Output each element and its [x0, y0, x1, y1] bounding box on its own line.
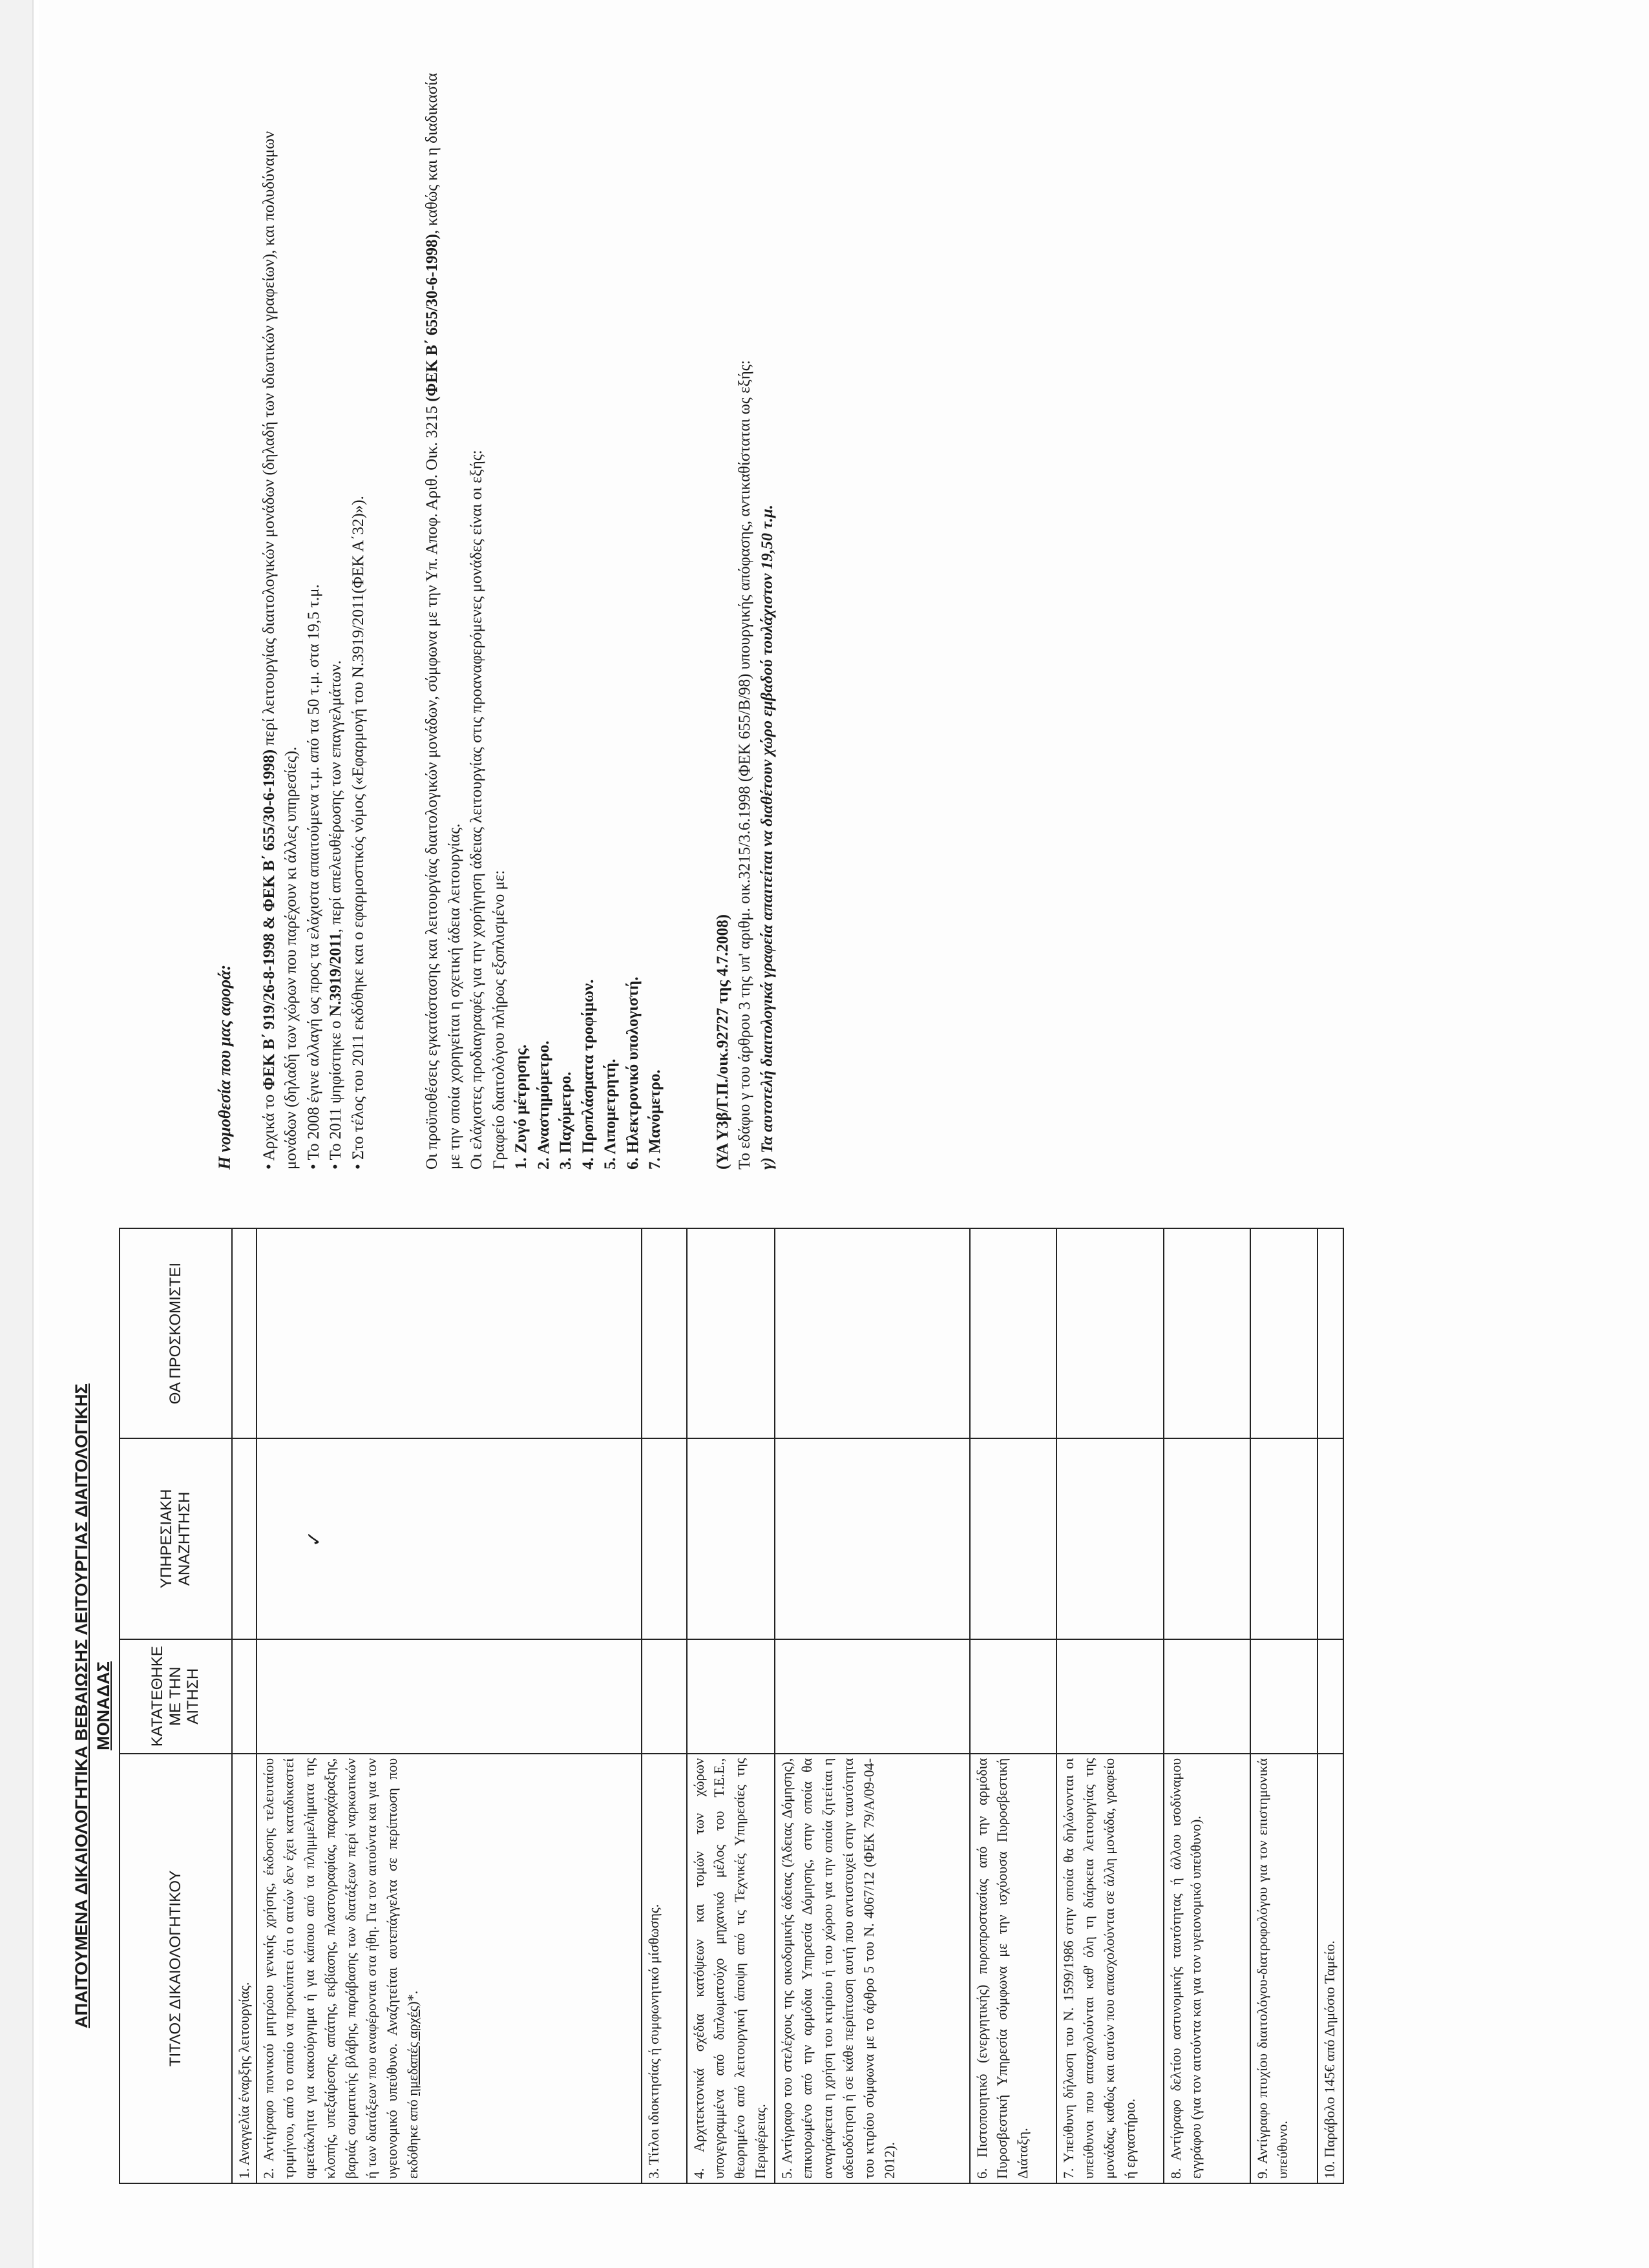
row-1-provide[interactable]: [232, 1228, 257, 1438]
row-8-provide[interactable]: [1164, 1228, 1250, 1438]
row-5-text: 5. Αντίγραφο του στελέχους της οικοδομικής άδειας (Άδειας Δόμησης), επικυρωμένο από την αρμόδια Υπηρεσία Δόμησης, στην οποία θα αναγράφεται η χρήση του κτιρίου ή του χώρου για την οποία ζητείται η αδειοδότηση ή σε κάθε περίπτωση αυτή που αντιστοιχεί στην ταυτότητα του κτιρίου σύμφωνα με το άρθρο 5 του Ν. 4067/12 (ΦΕΚ 79/Α/09-04-2012).: [775, 1754, 970, 2183]
bullet-3-post: , περί απελευθέρωσης των επαγγελμάτων.: [327, 660, 345, 933]
legislation-section: [213, 71, 779, 1170]
list-item: 2. Αναστημόμετρο.: [534, 1040, 552, 1170]
bullet-1-post: περί λειτουργίας διαιτολογικών μονάδων (δηλαδή των ιδιωτικών γραφείων), και πολυδύναμων μονάδων (δηλαδή των χώρων που παρέχουν κι άλλες υπηρεσίες).: [260, 131, 300, 1170]
row-3-provide[interactable]: [642, 1228, 687, 1438]
row-8-text: 8. Αντίγραφο δελτίου αστυνομικής ταυτότητας ή άλλου ισοδύναμου εγγράφου (για τον αιτούντα και για τον υγειονομικό υπεύθυνο).: [1164, 1754, 1250, 2183]
table-row: [232, 1228, 257, 2183]
legislation-bullet-2: • Το 2008 έγινε αλλαγή ως προς τα ελάχιστα απαιτούμενα τ.μ. από τα 50 τ.μ. στα 19,5 τ.μ.: [304, 584, 322, 1170]
header-to-be-provided: ΘΑ ΠΡΟΣΚΟΜΙΣΤΕΙ: [120, 1228, 232, 1438]
row-6-text: 6. Πιστοποιητικό (ενεργητικής) πυροπροστασίας από την αρμόδια Πυροσβεστική Υπηρεσία σύμφωνα με την ισχύουσα Πυροσβεστική Διάταξη.: [970, 1754, 1056, 2183]
table-row: [1250, 1228, 1318, 2183]
row-5-service[interactable]: [775, 1438, 970, 1639]
row-4-submitted[interactable]: [687, 1639, 775, 1754]
row-10-text: 10. Παράβολο 145€ από Δημόσιο Ταμείο.: [1318, 1754, 1343, 2183]
list-item: 3. Παχύμετρο.: [557, 1071, 575, 1170]
header-document-title: ΤΙΤΛΟΣ ΔΙΚΑΙΟΛΟΓΗΤΙΚΟΥ: [120, 1754, 232, 2183]
table-row: [1056, 1228, 1164, 2183]
row-7-service[interactable]: [1056, 1438, 1164, 1639]
row-3-service[interactable]: [642, 1438, 687, 1639]
row-5-provide[interactable]: [775, 1228, 970, 1438]
row-7-provide[interactable]: [1056, 1228, 1164, 1438]
requirements-section: [71, 1228, 1344, 2184]
row-9-submitted[interactable]: [1250, 1639, 1318, 1754]
row-2-highlight: ημεδαπές αρχές: [404, 2006, 421, 2096]
bullet-1-pre: • Αρχικά το: [260, 1094, 278, 1170]
row-7-text: 7. Υπεύθυνη δήλωση του Ν. 1599/1986 στην οποία θα δηλώνονται οι υπεύθυνοι που απασχολούνται καθ' όλη τη διάρκεια λειτουργίας της μονάδας, καθώς και αυτών που απασχολούνται σε άλλη μονάδα, γραφείο ή εργαστήριο.: [1056, 1754, 1164, 2183]
row-2-service[interactable]: [257, 1438, 642, 1639]
row-5-submitted[interactable]: [775, 1639, 970, 1754]
prerequisites-paragraph: [421, 71, 466, 1170]
ministerial-decision-clause: γ) Τα αυτοτελή διαιτολογικά γραφεία απαιτείται να διαθέτουν χώρο εμβαδού τουλάχιστον 19,50 τ.μ.: [758, 505, 776, 1170]
row-1-text: 1. Αναγγελία έναρξης λειτουργίας.: [232, 1754, 257, 2183]
list-item: 6. Ηλεκτρονικό υπολογιστή.: [624, 976, 642, 1170]
row-9-service[interactable]: [1250, 1438, 1318, 1639]
ministerial-decision-title: (ΥΑ Υ3β/Γ.Π./οικ.92727 της 4.7.2008): [713, 914, 731, 1170]
row-10-submitted[interactable]: [1318, 1639, 1343, 1754]
row-3-text: 3. Τίτλοι ιδιοκτησίας ή συμφωνητικό μίσθωσης.: [642, 1754, 687, 2183]
bullet-3-pre: • Το 2011 ψηφίστηκε ο: [327, 1020, 345, 1170]
table-row: [775, 1228, 970, 2183]
row-3-submitted[interactable]: [642, 1639, 687, 1754]
row-10-provide[interactable]: [1318, 1228, 1343, 1438]
row-9-text: 9. Αντίγραφο πτυχίου διαιτολόγου-διατροφολόγου για τον επιστημονικά υπεύθυνο.: [1250, 1754, 1318, 2183]
spacer: [667, 71, 712, 1170]
specifications-paragraph: Οι ελάχιστες προδιαγραφές για την χορήγηση άδειας λειτουργίας στις προαναφερόμενες μονάδες είναι οι εξής:: [468, 450, 486, 1170]
table-header-row: [120, 1228, 232, 2183]
spacer: [370, 71, 421, 1170]
row-2-suffix: )*.: [404, 1990, 421, 2006]
office-equipment-intro: Γραφείο διαιτολόγου πλήρως εξοπλισμένο με:: [490, 870, 508, 1170]
table-row: [970, 1228, 1056, 2183]
title-line-1: ΑΠΑΙΤΟΥΜΕΝΑ ΔΙΚΑΙΟΛΟΓΗΤΙΚΑ ΒΕΒΑΙΩΣΗΣ ΛΕΙΤΟΥΡΓΙΑΣ ΔΙΑΙΤΟΛΟΓΙΚΗΣ: [72, 1383, 91, 2028]
rotated-document: [71, 19, 1577, 2184]
title-line-2: ΜΟΝΑΔΑΣ: [93, 1661, 113, 1750]
table-row: [1164, 1228, 1250, 2183]
bullet-1-law: ΦΕΚ Β΄ 919/26-8-1998 & ΦΕΚ Β΄ 655/30-6-1998): [260, 749, 278, 1091]
scan-edge: [0, 0, 34, 2268]
table-row: [1318, 1228, 1343, 2183]
header-submitted: ΚΑΤΑΤΕΘΗΚΕ ΜΕ ΤΗΝ ΑΙΤΗΣΗ: [120, 1639, 232, 1754]
para-1-post: , καθώς και η διαδικασία με την οποία χορηγείται η σχετική άδεια λειτουργίας.: [423, 72, 463, 1170]
row-6-provide[interactable]: [970, 1228, 1056, 1438]
document-title: [71, 1228, 115, 2184]
table-row: [642, 1228, 687, 2183]
equipment-list: [510, 71, 667, 1170]
row-1-service[interactable]: [232, 1438, 257, 1639]
row-6-submitted[interactable]: [970, 1639, 1056, 1754]
row-2-main: 2. Αντίγραφο ποινικού μητρώου γενικής χρήσης, έκδοσης τελευταίου τριμήνου, από το οποίο να προκύπτει ότι ο αιτών δεν έχει καταδικαστεί αμετάκλητα για κακούργημα ή για κάποιο από τα πλημμελήματα της κλοπής, υπεξαίρεσης, απάτης, εκβίασης, πλαστογραφίας, παραχάραξης, βαριάς σωματικής βλάβης, παράβασης των διατάξεων περί ναρκωτικών ή των διατάξεων που αναφέρονται στα ήθη. Για τον αιτούντα και για τον υγειονομικό υπεύθυνο. Αναζητείται αυτεπάγγελτα σε περίπτωση που εκδόθηκε από: [260, 1758, 421, 2179]
list-item: 7. Μανόμετρο.: [646, 1069, 664, 1170]
row-4-service[interactable]: [687, 1438, 775, 1639]
list-item: 4. Προπλάσματα τροφίμων.: [579, 979, 597, 1170]
row-10-service[interactable]: [1318, 1438, 1343, 1639]
row-9-provide[interactable]: [1250, 1228, 1318, 1438]
row-2-submitted[interactable]: [257, 1639, 642, 1754]
legislation-bullet-3: [325, 71, 348, 1170]
header-service-search: ΥΠΗΡΕΣΙΑΚΗ ΑΝΑΖΗΤΗΣΗ: [120, 1438, 232, 1639]
list-item: 5. Λιπομετρητή.: [602, 1058, 620, 1170]
legislation-bullet-4: • Στο τέλος του 2011 εκδόθηκε και ο εφαρμοστικός νόμος («Εφαρμογή του Ν.3919/2011(ΦΕΚ Α΄32)»).: [349, 496, 367, 1170]
row-8-service[interactable]: [1164, 1438, 1250, 1639]
row-1-submitted[interactable]: [232, 1639, 257, 1754]
requirements-table: [119, 1228, 1344, 2184]
bullet-3-law: Ν.3919/2011: [327, 932, 345, 1017]
table-row: [257, 1228, 642, 2183]
para-1-law: (ΦΕΚ Β΄ 655/30-6-1998): [423, 234, 441, 402]
legislation-heading: Η νομοθεσία που μας αφορά:: [215, 964, 234, 1170]
ministerial-decision-text: Το εδάφιο γ του άρθρου 3 της υπ' αριθμ. οικ.3215/3.6.1998 (ΦΕΚ 655/Β/98) υπουργικής απόφασης, αντικαθίσταται ως εξής:: [736, 360, 754, 1170]
list-item: 1. Ζυγό μέτρησης.: [512, 1044, 530, 1170]
row-7-submitted[interactable]: [1056, 1639, 1164, 1754]
row-2-provide[interactable]: [257, 1228, 642, 1438]
table-row: [687, 1228, 775, 2183]
para-1-pre: Οι προϋποθέσεις εγκατάστασης και λειτουργίας διαιτολογικών μονάδων, σύμφωνα με την Υπ. Αποφ. Αριθ. Οικ. 3215: [423, 406, 441, 1170]
check-mark-icon: ✓: [303, 1530, 325, 1547]
legislation-bullet-1: [258, 71, 303, 1170]
row-2-text: [257, 1754, 642, 2183]
row-4-provide[interactable]: [687, 1228, 775, 1438]
row-8-submitted[interactable]: [1164, 1639, 1250, 1754]
row-6-service[interactable]: [970, 1438, 1056, 1639]
row-4-text: 4. Αρχιτεκτονικά σχέδια κατόψεων και τομών των χώρων υπογεγραμμένα από διπλωματούχο μηχανικό μέλος του Τ.Ε.Ε., θεωρημένο από λειτουργική άποψη από τις Τεχνικές Υπηρεσίες της Περιφέρειας.: [687, 1754, 775, 2183]
